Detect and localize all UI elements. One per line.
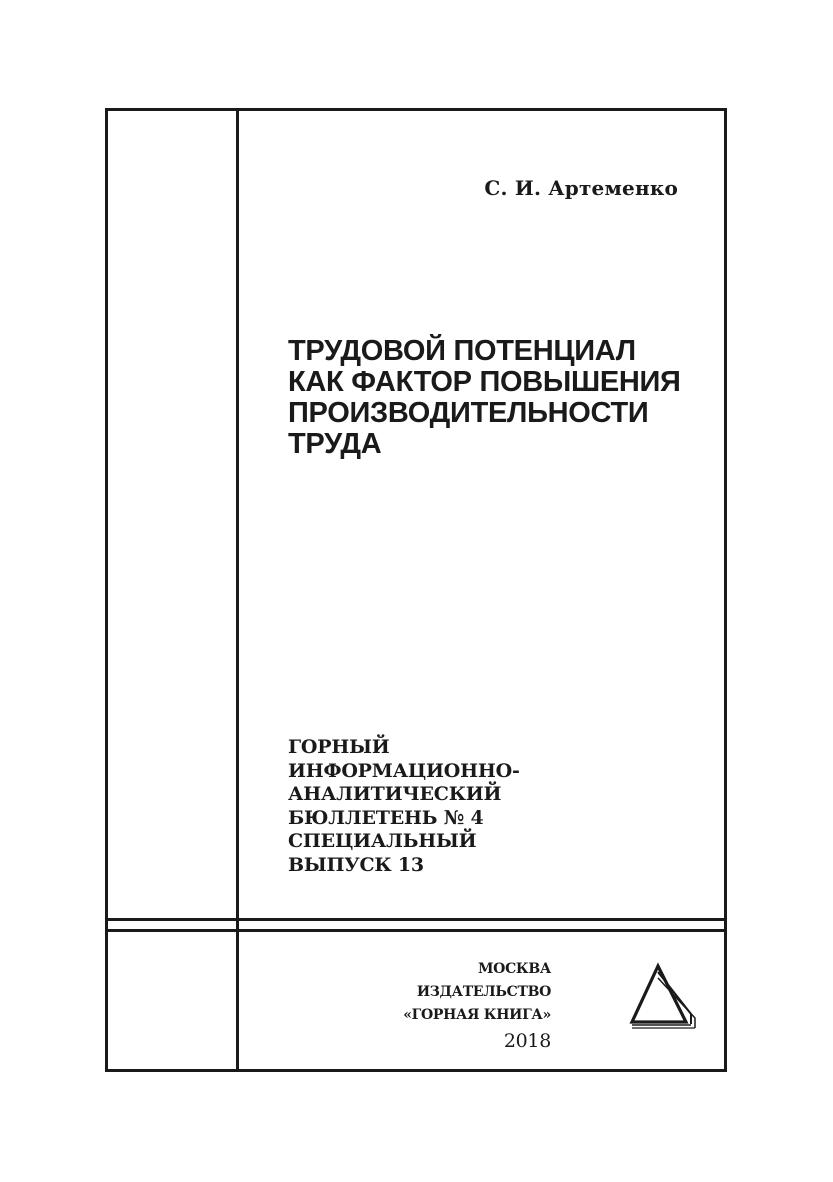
- imprint-publisher-label: ИЗДАТЕЛЬСТВО: [416, 984, 551, 1000]
- publisher-imprint: [403, 958, 551, 1054]
- book-title-line: ТРУДА: [288, 428, 382, 460]
- book-title-line: ПРОИЗВОДИТЕЛЬНОСТИ: [288, 397, 649, 429]
- series-line: ИНФОРМАЦИОННО-: [288, 759, 520, 782]
- series-line: АНАЛИТИЧЕСКИЙ: [288, 783, 502, 805]
- book-title-line: КАК ФАКТОР ПОВЫШЕНИЯ: [288, 366, 681, 398]
- publisher-triangle-logo-icon: [628, 962, 698, 1030]
- imprint-city: МОСКВА: [477, 961, 551, 977]
- series-line: ГОРНЫЙ: [288, 736, 390, 758]
- book-title: [288, 336, 681, 460]
- imprint-publisher-name: «ГОРНАЯ КНИГА»: [403, 1007, 551, 1023]
- series-info: [288, 736, 520, 877]
- author-name: С. И. Артеменко: [484, 176, 678, 200]
- series-line: СПЕЦИАЛЬНЫЙ: [288, 830, 477, 852]
- series-line: ВЫПУСК 13: [288, 853, 424, 876]
- cover-frame: [105, 108, 727, 1072]
- book-title-line: ТРУДОВОЙ ПОТЕНЦИАЛ: [288, 335, 636, 367]
- series-line: БЮЛЛЕТЕНЬ № 4: [288, 806, 484, 829]
- cover-vertical-rule: [236, 108, 239, 1072]
- imprint-year: 2018: [503, 1030, 551, 1052]
- cover-horizontal-rule-upper: [105, 918, 727, 921]
- cover-horizontal-rule-lower: [105, 929, 727, 932]
